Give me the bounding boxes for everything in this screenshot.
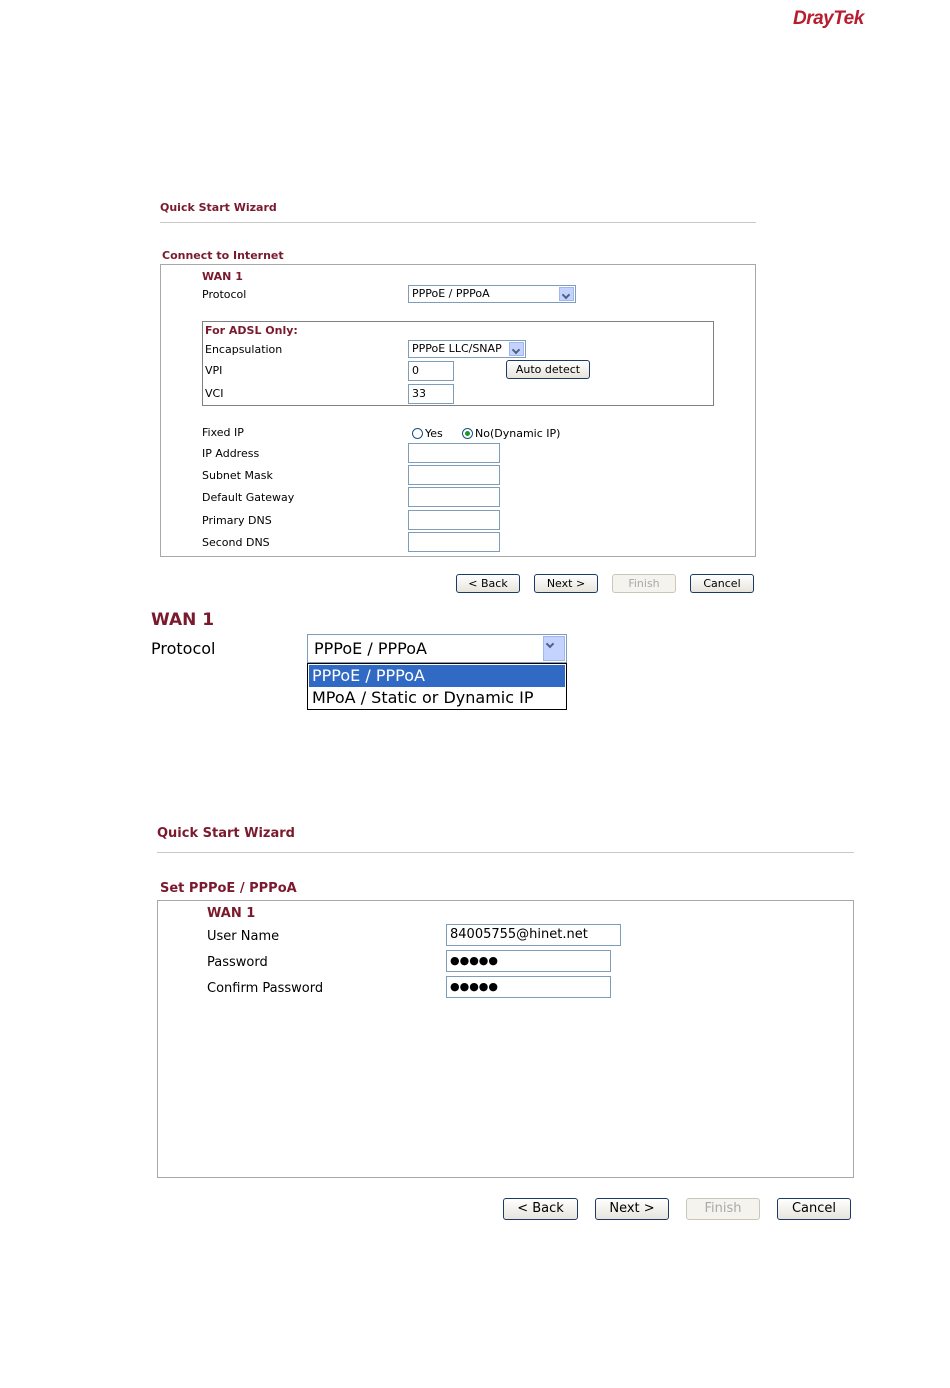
- section-title: Connect to Internet: [162, 249, 284, 262]
- zoom-protocol-select[interactable]: [307, 634, 567, 663]
- ip-address-input[interactable]: [408, 443, 500, 463]
- subnet-mask-label: Subnet Mask: [202, 469, 273, 482]
- protocol-dropdown-list: [307, 663, 567, 710]
- protocol-option-mpoa[interactable]: MPoA / Static or Dynamic IP: [312, 688, 534, 707]
- protocol-value: PPPoE / PPPoA: [412, 287, 490, 300]
- back-button[interactable]: < Back: [456, 574, 520, 593]
- draytek-logo: DrayTek: [793, 8, 864, 29]
- fixed-ip-label: Fixed IP: [202, 426, 244, 439]
- protocol-label: Protocol: [202, 288, 247, 301]
- encapsulation-select[interactable]: [408, 340, 526, 358]
- ip-address-label: IP Address: [202, 447, 260, 460]
- cancel-button-2[interactable]: Cancel: [777, 1198, 851, 1220]
- protocol-option-pppoe[interactable]: PPPoE / PPPoA: [309, 665, 565, 687]
- finish-button-2[interactable]: Finish: [686, 1198, 760, 1220]
- encapsulation-label: Encapsulation: [205, 343, 283, 356]
- default-gateway-label: Default Gateway: [202, 491, 295, 504]
- chevron-down-icon: [543, 636, 565, 661]
- back-button-2[interactable]: < Back: [503, 1198, 578, 1220]
- fixed-ip-no-label: No(Dynamic IP): [475, 427, 561, 440]
- second-dns-input[interactable]: [408, 532, 500, 552]
- fixed-ip-no-radio[interactable]: [462, 428, 473, 439]
- primary-dns-label: Primary DNS: [202, 514, 272, 527]
- protocol-select[interactable]: [408, 285, 576, 303]
- vci-label: VCI: [205, 387, 224, 400]
- cancel-button[interactable]: Cancel: [690, 574, 754, 593]
- vpi-input[interactable]: 0: [408, 361, 454, 381]
- encapsulation-value: PPPoE LLC/SNAP: [412, 342, 502, 355]
- fixed-ip-yes-label: Yes: [425, 427, 443, 440]
- title-divider: [160, 222, 756, 223]
- confirm-password-input[interactable]: ●●●●●: [446, 976, 611, 998]
- next-button[interactable]: Next >: [534, 574, 598, 593]
- adsl-title: For ADSL Only:: [205, 324, 298, 337]
- next-button-2[interactable]: Next >: [595, 1198, 669, 1220]
- default-gateway-input[interactable]: [408, 487, 500, 507]
- wan-title: WAN 1: [202, 270, 243, 283]
- username-label: User Name: [207, 929, 280, 944]
- zoom-protocol-label: Protocol: [151, 639, 216, 658]
- finish-button[interactable]: Finish: [612, 574, 676, 593]
- section-title-2: Set PPPoE / PPPoA: [160, 881, 297, 896]
- vpi-label: VPI: [205, 364, 223, 377]
- chevron-down-icon: [509, 342, 524, 356]
- chevron-down-icon: [559, 287, 574, 301]
- zoom-wan-title: WAN 1: [151, 610, 215, 630]
- second-dns-label: Second DNS: [202, 536, 270, 549]
- wizard-title: Quick Start Wizard: [160, 201, 277, 214]
- subnet-mask-input[interactable]: [408, 465, 500, 485]
- password-label: Password: [207, 955, 268, 970]
- wizard2-title: Quick Start Wizard: [157, 826, 295, 841]
- fixed-ip-yes-radio[interactable]: [412, 428, 423, 439]
- username-input[interactable]: 84005755@hinet.net: [446, 924, 621, 946]
- auto-detect-button[interactable]: Auto detect: [506, 360, 590, 379]
- confirm-password-label: Confirm Password: [207, 981, 324, 996]
- password-input[interactable]: ●●●●●: [446, 950, 611, 972]
- vci-input[interactable]: 33: [408, 384, 454, 404]
- wan-title-2: WAN 1: [207, 906, 256, 921]
- zoom-protocol-value: PPPoE / PPPoA: [314, 639, 427, 658]
- primary-dns-input[interactable]: [408, 510, 500, 530]
- title-divider-2: [157, 852, 854, 853]
